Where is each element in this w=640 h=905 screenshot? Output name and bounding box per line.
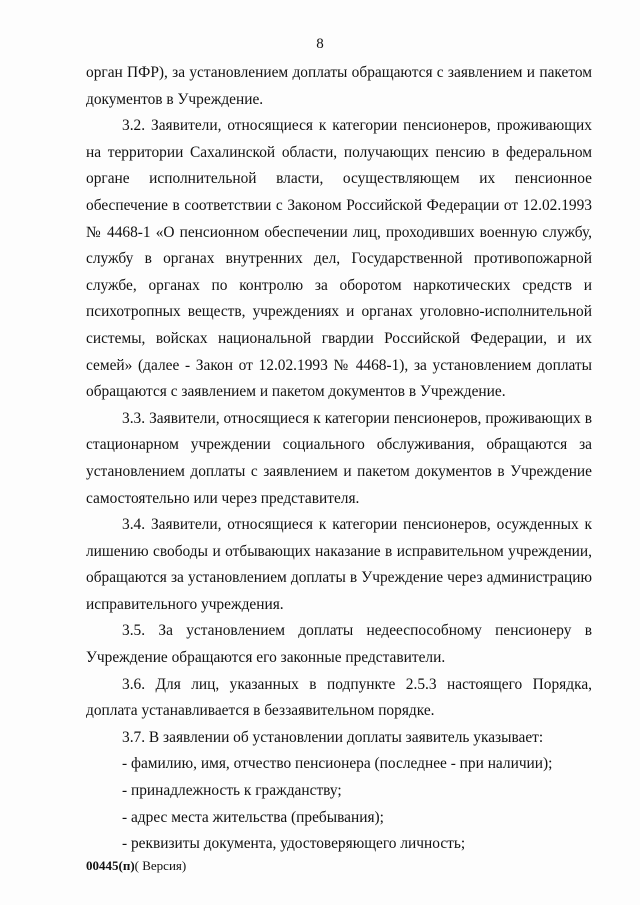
paragraph-3-3: 3.3. Заявители, относящиеся к категории пенсионеров, проживающих в стационарном учреждении социального обслуживания, обращаются за установлением доплаты с заявлением и пакетом документов в Учреждение самостоятельно или через представителя. [86, 409, 592, 507]
footer-version: ( Версия) [134, 858, 187, 873]
paragraph-continuation: орган ПФР), за установлением доплаты обращаются с заявлением и пакетом документов в Учреждение. [86, 64, 592, 108]
paragraph-3-6: 3.6. Для лиц, указанных в подпункте 2.5.3 настоящего Порядка, доплата устанавливается в беззаявительном порядке. [86, 675, 592, 720]
document-body [86, 60, 592, 858]
list-item-address: - адрес места жительства (пребывания); [122, 808, 384, 826]
list-item-citizenship: - принадлежность к гражданству; [122, 782, 342, 800]
paragraph-3-7: 3.7. В заявлении об установлении доплаты заявитель указывает: [122, 728, 544, 746]
paragraph-3-5: 3.5. За установлением доплаты недееспособному пенсионеру в Учреждение обращаются его законные представители. [86, 622, 592, 667]
page-number: 8 [316, 36, 324, 52]
footer-code: 00445(п) [86, 858, 135, 873]
paragraph-3-2: 3.2. Заявители, относящиеся к категории пенсионеров, проживающих на территории Сахалинской области, получающих пенсию в федеральном органе исполнительной власти, осуществляющем их пенсионное обеспечение в соответствии с Законом Российской Федерации от 12.02.1993 № 4468-1 «О пенсионном обеспечении лиц, проходивших военную службу, службу в органах внутренних дел, Государственной противопожарной службе, органах по контролю за оборотом наркотических средств и психотропных веществ, учреждениях и органах уголовно-исполнительной системы, войсках национальной гвардии Российской Федерации, и их семей» (далее - Закон от 12.02.1993 № 4468-1), за установлением доплаты обращаются с заявлением и пакетом документов в Учреждение. [86, 117, 592, 401]
paragraph-3-4: 3.4. Заявители, относящиеся к категории пенсионеров, осужденных к лишению свободы и отбывающих наказание в исправительном учреждении, обращаются за установлением доплаты в Учреждение через администрацию исправительного учреждения. [86, 516, 592, 613]
list-item-full-name: - фамилию, имя, отчество пенсионера (последнее - при наличии); [122, 755, 553, 773]
list-item-identity-document: - реквизиты документа, удостоверяющего личность; [122, 835, 466, 853]
footer-document-code [86, 858, 186, 874]
